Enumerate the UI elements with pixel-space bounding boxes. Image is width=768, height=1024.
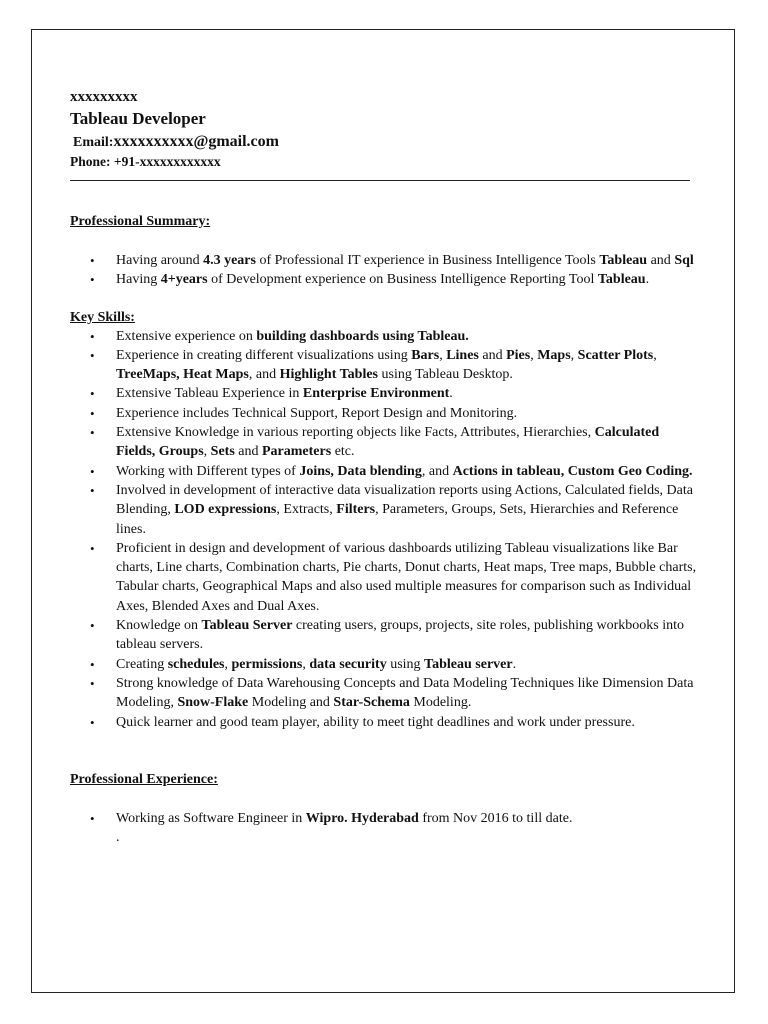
text-segment: from Nov 2016 to till date. (418, 810, 573, 826)
list-item (70, 251, 697, 270)
text-segment: , and (421, 463, 453, 479)
text-segment: Involved in development of interactive data visualization reports using Actions, Calculated fields, Data Blending, (116, 482, 693, 518)
list-item (70, 655, 698, 674)
bold-text: Parameters (262, 444, 332, 460)
bold-text: data security (309, 656, 387, 672)
bold-text: schedules (167, 656, 225, 672)
job-title: Tableau Developer (70, 109, 206, 128)
list-item (70, 270, 697, 289)
text-segment: . (645, 272, 650, 288)
list-item (70, 616, 698, 655)
text-segment: Extensive experience on (116, 328, 257, 344)
text-segment: , Parameters, Groups, Sets, Hierarchies and Reference lines. (116, 502, 679, 537)
bullet-glyph: • (90, 714, 95, 730)
bold-text: Tableau Server (201, 618, 293, 634)
bullet-glyph: • (90, 328, 95, 344)
bold-text: Lines (446, 347, 479, 363)
text-segment: Working as Software Engineer in (116, 810, 306, 826)
bold-text: Tableau (597, 272, 646, 288)
text-segment: , (224, 656, 232, 672)
bullet-glyph: • (90, 482, 95, 498)
experience-list (70, 809, 698, 828)
text-segment: creating users, groups, projects, site roles, publishing workbooks into tableau servers. (116, 618, 684, 653)
bold-text: Bars (411, 347, 440, 363)
bold-text: Highlight Tables (279, 367, 379, 383)
header-divider (70, 180, 690, 181)
text-segment: Knowledge on (116, 618, 202, 634)
bullet-glyph: • (90, 253, 95, 268)
bold-text: Wipro. Hyderabad (305, 810, 419, 826)
bold-text: Enterprise Environment (302, 386, 450, 402)
text-segment: using (386, 656, 425, 672)
list-item (70, 384, 698, 403)
list-item (70, 462, 698, 481)
resume-content (70, 88, 698, 847)
list-item (70, 674, 698, 713)
text-segment: of Development experience on Business Intelligence Reporting Tool (207, 272, 598, 288)
text-segment: , (530, 347, 538, 363)
list-item (70, 346, 698, 385)
bold-text: Tableau server (424, 656, 513, 672)
text-segment: , (302, 656, 310, 672)
list-item (70, 327, 698, 346)
phone-line: Phone: +91-xxxxxxxxxxxx (70, 154, 221, 169)
bold-text: LOD expressions (174, 502, 277, 518)
resume-page (31, 29, 735, 993)
text-segment: Extensive Knowledge in various reporting objects like Facts, Attributes, Hierarchies, (116, 425, 595, 441)
bold-text: Star-Schema (333, 695, 410, 711)
list-item (70, 713, 698, 732)
text-segment: Having around (116, 253, 204, 268)
text-segment: Working with Different types of (116, 463, 300, 479)
bullet-glyph: • (90, 810, 95, 826)
bold-text: 4+years (160, 272, 208, 288)
text-segment: of Professional IT experience in Business Intelligence Tools (255, 253, 600, 268)
bullet-glyph: • (90, 425, 95, 441)
text-segment: Strong knowledge of Data Warehousing Concepts and Data Modeling Techniques like Dimension Data Modeling, (116, 675, 694, 711)
bold-text: TreeMaps, Heat Maps (116, 367, 249, 383)
text-segment: , (203, 444, 211, 460)
bullet-glyph: • (90, 540, 95, 556)
bold-text: building dashboards using Tableau. (256, 328, 469, 344)
experience-heading: Professional Experience: (70, 771, 218, 787)
list-item (70, 404, 698, 423)
text-segment: . (512, 656, 517, 672)
text-segment: Modeling. (409, 695, 472, 711)
bullet-glyph: • (90, 656, 95, 672)
text-segment: and (478, 347, 507, 363)
bold-text: Filters (336, 502, 376, 518)
bold-text: Calculated Fields, Groups (116, 425, 660, 460)
text-segment: and (647, 253, 675, 268)
bold-text: Snow-Flake (177, 695, 249, 711)
key-skills-list (70, 327, 698, 732)
email-label: Email: (73, 135, 114, 150)
text-segment: and (234, 444, 262, 460)
list-item (70, 539, 698, 616)
bold-text: Pies (506, 347, 531, 363)
bold-text: Maps (537, 347, 571, 363)
text-segment: Having (116, 272, 161, 288)
key-skills-heading: Key Skills: (70, 309, 135, 325)
bullet-glyph: • (90, 405, 95, 421)
bullet-glyph: • (90, 675, 95, 691)
candidate-name: xxxxxxxxx (70, 89, 138, 105)
text-segment: Modeling and (248, 695, 334, 711)
bullet-glyph: • (90, 463, 95, 479)
text-segment: , (439, 347, 447, 363)
bold-text: Sets (210, 444, 235, 460)
bold-text: Actions in tableau, Custom Geo Coding. (452, 463, 693, 479)
bold-text: permissions (231, 656, 303, 672)
bold-text: Joins, Data blending (299, 463, 422, 479)
email-address: xxxxxxxxxx@gmail.com (113, 133, 279, 150)
bullet-glyph: • (90, 386, 95, 402)
text-segment: . (449, 386, 453, 402)
text-segment: Experience in creating different visualizations using (116, 347, 412, 363)
summary-list (70, 251, 698, 290)
bullet-glyph: • (90, 272, 95, 288)
list-item (70, 481, 698, 539)
text-segment: Creating (116, 656, 168, 672)
text-segment: Proficient in design and development of various dashboards utilizing Tableau visualizations like Bar charts, Line charts, Combination charts, Pie charts, Donut charts, Heat maps, Tree maps, Bubble charts, Tabular charts, Geographical Maps and also used multiple measures for comparison such as Individual Axes, Blended Axes and Dual Axes. (116, 540, 697, 614)
email-line (70, 132, 698, 153)
trailing-period: . (116, 830, 120, 846)
text-segment: , Extracts, (276, 502, 337, 518)
text-segment: , and (248, 367, 280, 383)
summary-heading: Professional Summary: (70, 214, 211, 229)
bold-text: 4.3 years (203, 253, 256, 268)
bullet-glyph: • (90, 618, 95, 634)
text-segment: , (653, 347, 657, 363)
bold-text: Tableau (599, 253, 648, 268)
text-segment: using Tableau Desktop. (378, 367, 513, 383)
text-segment: Quick learner and good team player, ability to meet tight deadlines and work under pressure. (116, 714, 635, 730)
bold-text: Scatter Plots (577, 347, 654, 363)
text-segment: , (570, 347, 578, 363)
bold-text: Sql (674, 253, 694, 268)
list-item (70, 809, 698, 828)
list-item (70, 423, 698, 462)
bullet-glyph: • (90, 347, 95, 363)
text-segment: Experience includes Technical Support, Report Design and Monitoring. (116, 405, 518, 421)
text-segment: Extensive Tableau Experience in (116, 386, 303, 402)
text-segment: etc. (331, 444, 355, 460)
